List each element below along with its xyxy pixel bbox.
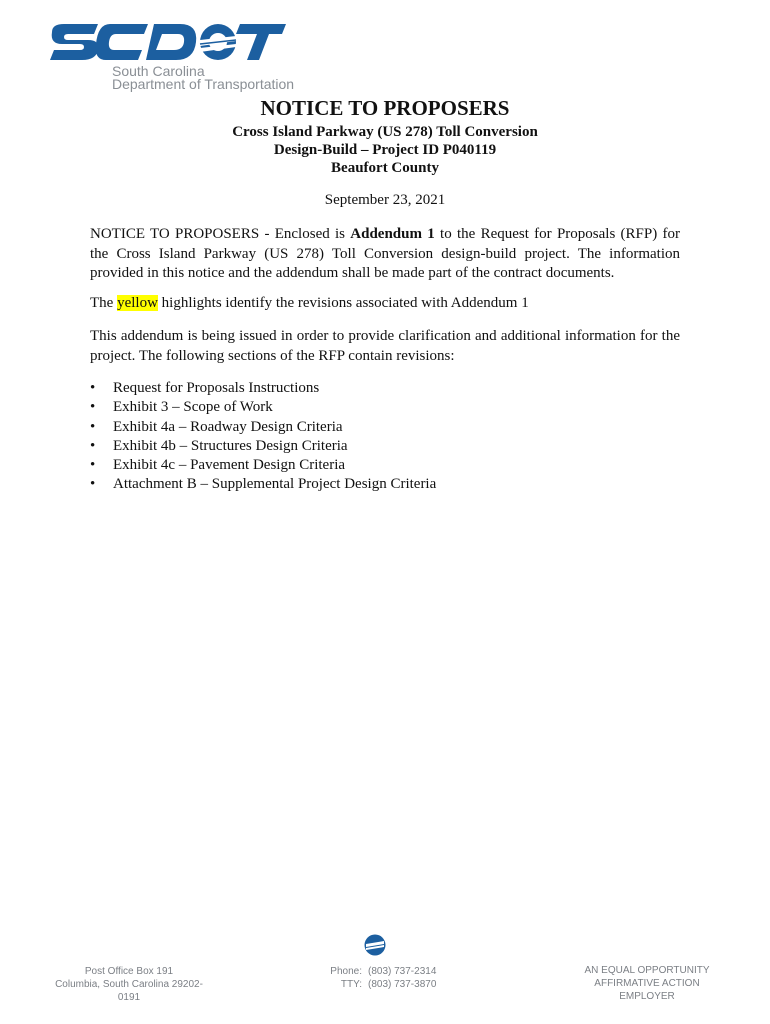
eeo-line2: AFFIRMATIVE ACTION EMPLOYER — [594, 978, 700, 1002]
intro-paragraph — [90, 225, 680, 284]
footer-eeo — [566, 964, 728, 1003]
county-line: Beaufort County — [331, 160, 439, 176]
list-item: • Exhibit 4a – Roadway Design Criteria — [90, 418, 436, 437]
yellow-highlight-word: yellow — [117, 295, 158, 311]
highlight-note-start: The — [90, 295, 118, 311]
footer-contact — [320, 965, 436, 991]
logo-subtitle — [112, 65, 294, 91]
highlight-note — [90, 294, 680, 314]
addendum-label: Addendum 1 — [350, 226, 435, 242]
phone-label: Phone: — [330, 966, 362, 977]
address-line2: Columbia, South Carolina 29202-0191 — [55, 979, 203, 1003]
list-item: • Exhibit 3 – Scope of Work — [90, 398, 436, 417]
project-id-line: Design-Build – Project ID P040119 — [273, 142, 497, 158]
footer-address — [45, 965, 213, 1004]
scdot-emblem-icon — [364, 934, 386, 956]
revisions-paragraph: This addendum is being issued in order to provide clarification and additional information for the project. The following sections of the RFP contain revisions: — [90, 328, 680, 364]
tty-number: (803) 737-3870 — [368, 979, 437, 990]
phone-number: (803) 737-2314 — [368, 966, 437, 977]
intro-text-start: NOTICE TO PROPOSERS - Enclosed is — [90, 226, 351, 242]
list-item: • Exhibit 4c – Pavement Design Criteria — [90, 456, 436, 475]
address-line1: Post Office Box 191 — [84, 966, 174, 977]
eeo-line1: AN EQUAL OPPORTUNITY — [584, 965, 710, 976]
logo-subtitle-line2: Department of Transportation — [112, 76, 295, 92]
tty-label: TTY: — [340, 979, 362, 990]
list-item: • Attachment B – Supplemental Project Design Criteria — [90, 475, 436, 494]
list-item: • Exhibit 4b – Structures Design Criteria — [90, 437, 436, 456]
logo-subtitle-line1: South Carolina — [112, 63, 205, 79]
intro-text-end: to the Request for Proposals (RFP) for the Cross Island Parkway (US 278) Toll Conversion design-build project. The information provided in this notice and the addendum shall be made part of the contract documents. — [90, 226, 680, 281]
highlight-note-end: highlights identify the revisions associated with Addendum 1 — [157, 295, 529, 311]
revised-sections-list — [90, 379, 436, 495]
notice-date: September 23, 2021 — [324, 192, 446, 208]
notice-title: NOTICE TO PROPOSERS — [260, 96, 510, 120]
list-item: • Request for Proposals Instructions — [90, 379, 436, 398]
project-title-line: Cross Island Parkway (US 278) Toll Conversion — [232, 124, 538, 140]
